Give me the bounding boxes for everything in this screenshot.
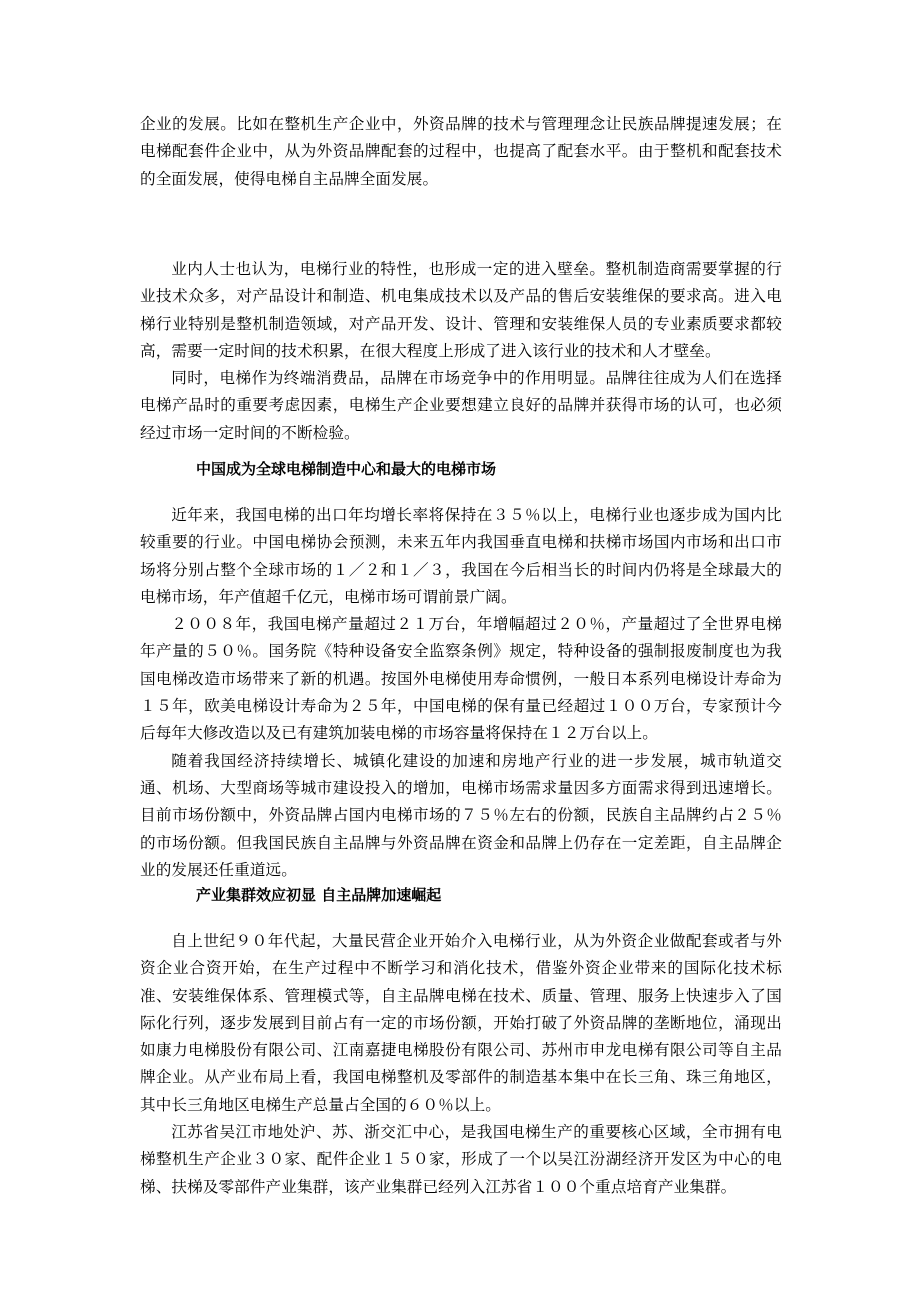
paragraph-2008-output: ２００８年，我国电梯产量超过２１万台，年增幅超过２０％，产量超过了全世界电梯年产量的５０％。国务院《特种设备安全监察条例》规定，特种设备的强制报废制度也为我国电梯改造市场带来了新的机遇。按国外电梯使用寿命惯例，一般日本系列电梯设计寿命为１５年，欧美电梯设计寿命为２５年，中国电梯的保有量已经超过１００万台，专家预计今后每年大修改造以及已有建筑加装电梯的市场容量将保持在１２万台以上。 (140, 615, 782, 743)
section-market-block (140, 502, 782, 884)
barrier-block (140, 256, 782, 447)
paragraph-market-share: 随着我国经济持续增长、城镇化建设的加速和房地产行业的进一步发展，城市轨道交通、机场、大型商场等城市建设投入的增加，电梯市场需求量因多方面需求得到迅速增长。目前市场份额中，外资品牌占国内电梯市场的７５％左右的份额，民族自主品牌约占２５％的市场份额。但我国民族自主品牌与外资品牌在资金和品牌上仍存在一定差距，自主品牌企业的发展还任重道远。 (140, 751, 782, 879)
intro-block (140, 111, 782, 193)
paragraph-intro: 企业的发展。比如在整机生产企业中，外资品牌的技术与管理理念让民族品牌提速发展；在电梯配套件企业中，从为外资品牌配套的过程中，也提高了配套水平。由于整机和配套技术的全面发展，使得电梯自主品牌全面发展。 (140, 115, 782, 188)
paragraph-private-enterprise: 自上世纪９０年代起，大量民营企业开始介入电梯行业，从为外资企业做配套或者与外资企业合资开始，在生产过程中不断学习和消化技术，借鉴外资企业带来的国际化技术标准、安装维保体系、管理模式等，自主品牌电梯在技术、质量、管理、服务上快速步入了国际化行列，逐步发展到目前占有一定的市场份额，开始打破了外资品牌的垄断地位，涌现出如康力电梯股份有限公司、江南嘉捷电梯股份有限公司、苏州市申龙电梯有限公司等自主品牌企业。从产业布局上看，我国电梯整机及零部件的制造基本集中在长三角、珠三角地区，其中长三角地区电梯生产总量占全国的６０％以上。 (140, 932, 782, 1114)
paragraph-wujiang-cluster: 江苏省吴江市地处沪、苏、浙交汇中心，是我国电梯生产的重要核心区域，全市拥有电梯整机生产企业３０家、配件企业１５０家，形成了一个以吴江汾湖经济开发区为中心的电梯、扶梯及零部件产业集群，该产业集群已经列入江苏省１００个重点培育产业集群。 (140, 1123, 782, 1196)
section-heading-market: 中国成为全球电梯制造中心和最大的电梯市场 (196, 460, 497, 478)
section-cluster-block (140, 928, 782, 1201)
section-heading-cluster: 产业集群效应初显 自主品牌加速崛起 (196, 886, 442, 904)
paragraph-entry-barrier: 业内人士也认为，电梯行业的特性，也形成一定的进入壁垒。整机制造商需要掌握的行业技术众多，对产品设计和制造、机电集成技术以及产品的售后安装维保的要求高。进入电梯行业特别是整机制造领域，对产品开发、设计、管理和安装维保人员的专业素质要求都较高，需要一定时间的技术积累，在很大程度上形成了进入该行业的技术和人才壁垒。 (140, 260, 782, 360)
paragraph-export-growth: 近年来，我国电梯的出口年均增长率将保持在３５％以上，电梯行业也逐步成为国内比较重要的行业。中国电梯协会预测，未来五年内我国垂直电梯和扶梯市场国内市场和出口市场将分别占整个全球市场的１／２和１／３，我国在今后相当长的时间内仍将是全球最大的电梯市场，年产值超千亿元，电梯市场可谓前景广阔。 (140, 506, 782, 606)
paragraph-brand-role: 同时，电梯作为终端消费品，品牌在市场竞争中的作用明显。品牌往往成为人们在选择电梯产品时的重要考虑因素，电梯生产企业要想建立良好的品牌并获得市场的认可，也必须经过市场一定时间的不断检验。 (140, 369, 782, 442)
